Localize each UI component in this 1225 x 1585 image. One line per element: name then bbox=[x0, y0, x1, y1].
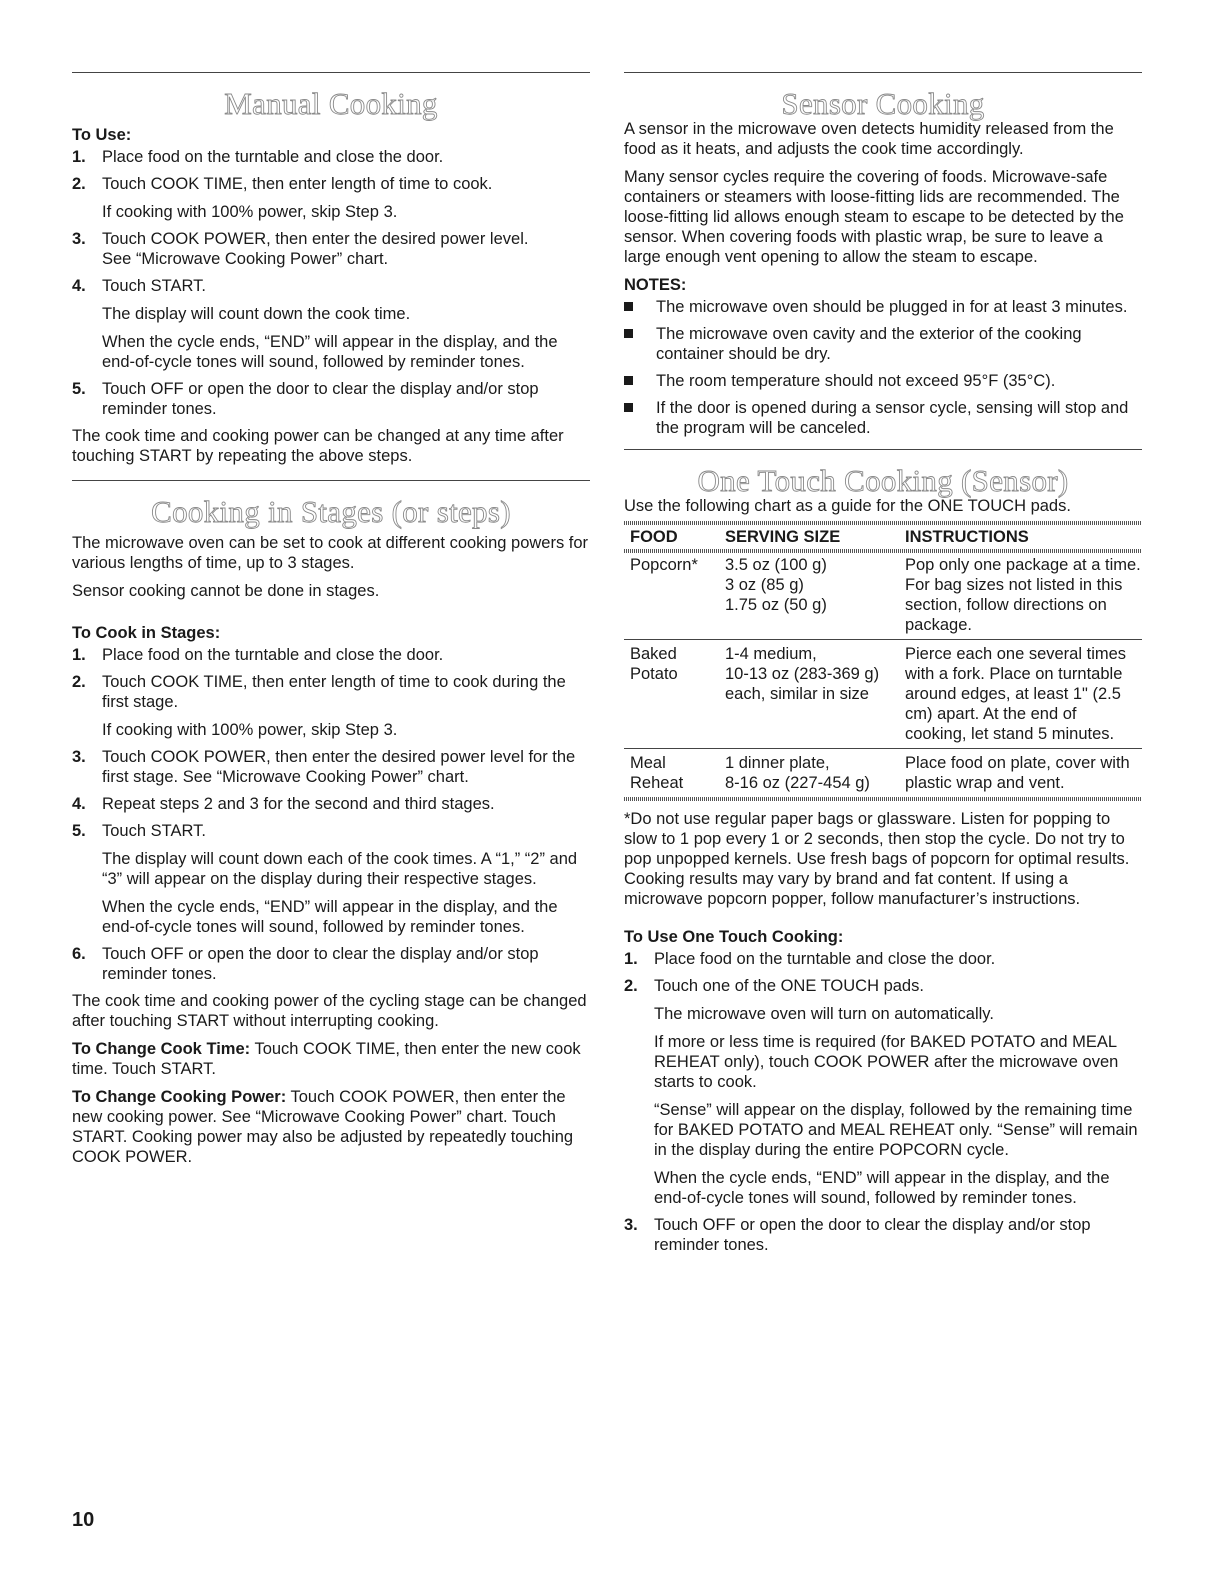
bullet-icon bbox=[624, 376, 633, 385]
list-item bbox=[624, 324, 1142, 364]
list-item bbox=[624, 398, 1142, 438]
list-item bbox=[72, 944, 590, 984]
list-item bbox=[624, 1215, 1142, 1255]
step-number: 1. bbox=[72, 646, 86, 664]
step-text: Touch one of the ONE TOUCH pads. bbox=[654, 977, 924, 995]
step-text: Touch COOK POWER, then enter the desired power level. bbox=[102, 230, 529, 248]
change-cooking-power bbox=[72, 1087, 590, 1167]
step-note: The microwave oven will turn on automatically. bbox=[654, 1005, 994, 1023]
change-cook-time bbox=[72, 1039, 590, 1079]
list-item bbox=[72, 147, 590, 167]
step-text: Touch COOK TIME, then enter length of time to cook during the first stage. bbox=[102, 673, 566, 711]
step-number: 3. bbox=[72, 230, 86, 248]
sensor-covering: Many sensor cycles require the covering of foods. Microwave-safe containers or steamers with loose-fitting lids are recommended. The loose-fitting lid allows enough steam to escape to be detected by the sensor. When covering foods with plastic wrap, be sure to leave a large enough vent opening to allow the steam to escape. bbox=[624, 168, 1124, 266]
column-header-food: FOOD bbox=[630, 528, 678, 546]
step-number: 5. bbox=[72, 822, 86, 840]
popcorn-footnote: *Do not use regular paper bags or glassware. Listen for popping to slow to 1 pop every 1 or 2 seconds, then stop the cycle. Do not try to pop unpopped kernels. Use fresh bags of popcorn for optimal results. Cooking results may vary by brand and fat content. If using a microwave popcorn popper, follow manufacturer’s instructions. bbox=[624, 810, 1130, 908]
change-cook-time-text: Touch COOK TIME, then enter the new cook time. Touch START. bbox=[72, 1040, 581, 1078]
step-text: Touch OFF or open the door to clear the display and/or stop reminder tones. bbox=[102, 945, 539, 983]
change-cooking-power-text: Touch COOK POWER, then enter the new cooking power. See “Microwave Cooking Power” chart. Touch START. Cooking power may also be adjusted by repeatedly touching COOK POWER. bbox=[72, 1088, 574, 1166]
step-text: Place food on the turntable and close the door. bbox=[102, 646, 444, 664]
step-number: 2. bbox=[72, 673, 86, 691]
step-number: 3. bbox=[624, 1216, 638, 1234]
list-item bbox=[624, 949, 1142, 969]
note-text: The room temperature should not exceed 95°F (35°C). bbox=[656, 372, 1056, 390]
note-text: If the door is opened during a sensor cycle, sensing will stop and the program will be canceled. bbox=[656, 399, 1129, 437]
bullet-icon bbox=[624, 302, 633, 311]
bullet-icon bbox=[624, 329, 633, 338]
list-item bbox=[72, 672, 590, 740]
step-text: Touch OFF or open the door to clear the display and/or stop reminder tones. bbox=[654, 1216, 1091, 1254]
step-text: Touch COOK POWER, then enter the desired power level for the first stage. See “Microwave Cooking Power” chart. bbox=[102, 748, 576, 786]
page-number: 10 bbox=[72, 1509, 95, 1531]
step-text: Touch START. bbox=[102, 277, 206, 295]
list-item bbox=[624, 297, 1142, 317]
step-number: 2. bbox=[72, 175, 86, 193]
step-note: If cooking with 100% power, skip Step 3. bbox=[102, 721, 398, 739]
list-item bbox=[72, 379, 590, 419]
list-item bbox=[624, 976, 1142, 1208]
list-item bbox=[624, 371, 1142, 391]
note-text: The microwave oven cavity and the exterior of the cooking container should be dry. bbox=[656, 325, 1082, 363]
list-item bbox=[72, 747, 590, 787]
change-cooking-power-label: To Change Cooking Power: bbox=[72, 1088, 287, 1106]
list-item bbox=[72, 174, 590, 222]
step-text: Place food on the turntable and close the door. bbox=[102, 148, 444, 166]
instructions-cell: Pierce each one several times with a fork. Place on turntable around edges, at least 1" (2.5 cm) apart. At the end of cooking, let stand 5 minutes. bbox=[899, 640, 1142, 749]
step-note: The display will count down the cook time. bbox=[102, 305, 411, 323]
bullet-icon bbox=[624, 403, 633, 412]
table-row bbox=[624, 749, 1142, 798]
step-number: 1. bbox=[624, 950, 638, 968]
step-note: If more or less time is required (for BAKED POTATO and MEAL REHEAT only), touch COOK POWER after the microwave oven starts to cook. bbox=[654, 1033, 1119, 1091]
serving-size-cell: 1 dinner plate, 8-16 oz (227-454 g) bbox=[719, 749, 899, 798]
right-column bbox=[624, 0, 1142, 1262]
step-note: If cooking with 100% power, skip Step 3. bbox=[102, 203, 398, 221]
instructions-cell: Place food on plate, cover with plastic wrap and vent. bbox=[899, 749, 1142, 798]
stages-intro-2: Sensor cooking cannot be done in stages. bbox=[72, 582, 380, 600]
table-row bbox=[624, 553, 1142, 640]
list-item bbox=[72, 794, 590, 814]
serving-size-cell: 1-4 medium, 10-13 oz (283-369 g) each, similar in size bbox=[719, 640, 899, 749]
cooking-in-stages-title: Cooking in Stages (or steps) bbox=[151, 494, 511, 529]
stages-intro: The microwave oven can be set to cook at different cooking powers for various lengths of time, up to 3 stages. bbox=[72, 534, 589, 572]
to-use-heading: To Use: bbox=[72, 126, 132, 144]
food-cell: Meal Reheat bbox=[624, 749, 719, 798]
list-item bbox=[72, 276, 590, 372]
manual-cooking-title: Manual Cooking bbox=[224, 86, 438, 121]
stages-steps bbox=[72, 645, 590, 984]
step-number: 5. bbox=[72, 380, 86, 398]
list-item bbox=[72, 821, 590, 937]
step-number: 4. bbox=[72, 277, 86, 295]
step-note: When the cycle ends, “END” will appear in the display, and the end-of-cycle tones will sound, followed by reminder tones. bbox=[102, 898, 558, 936]
list-item bbox=[72, 229, 590, 269]
sensor-intro: A sensor in the microwave oven detects humidity released from the food as it heats, and adjusts the cook time accordingly. bbox=[624, 120, 1114, 158]
column-header-serving-size: SERVING SIZE bbox=[725, 528, 841, 546]
step-text: Place food on the turntable and close the door. bbox=[654, 950, 996, 968]
step-text: Repeat steps 2 and 3 for the second and third stages. bbox=[102, 795, 495, 813]
step-text: See “Microwave Cooking Power” chart. bbox=[102, 250, 389, 268]
stages-closing: The cook time and cooking power of the cycling stage can be changed after touching START without interrupting cooking. bbox=[72, 992, 587, 1030]
step-number: 2. bbox=[624, 977, 638, 995]
step-number: 3. bbox=[72, 748, 86, 766]
sensor-notes bbox=[624, 297, 1142, 438]
step-number: 4. bbox=[72, 795, 86, 813]
table-row bbox=[624, 640, 1142, 749]
notes-heading: NOTES: bbox=[624, 276, 687, 294]
step-note: When the cycle ends, “END” will appear in the display, and the end-of-cycle tones will sound, followed by reminder tones. bbox=[654, 1169, 1110, 1207]
step-note: When the cycle ends, “END” will appear in the display, and the end-of-cycle tones will sound, followed by reminder tones. bbox=[102, 333, 558, 371]
list-item bbox=[72, 645, 590, 665]
to-cook-in-stages-heading: To Cook in Stages: bbox=[72, 624, 221, 642]
step-number: 6. bbox=[72, 945, 86, 963]
sensor-cooking-title: Sensor Cooking bbox=[781, 86, 985, 121]
step-note: The display will count down each of the cook times. A “1,” “2” and “3” will appear on the display during their respective stages. bbox=[102, 850, 578, 888]
one-touch-table bbox=[624, 525, 1142, 797]
one-touch-steps bbox=[624, 949, 1142, 1255]
step-number: 1. bbox=[72, 148, 86, 166]
step-note: “Sense” will appear on the display, followed by the remaining time for BAKED POTATO and MEAL REHEAT only. “Sense” will remain in the display during the entire POPCORN cycle. bbox=[654, 1101, 1138, 1159]
change-cook-time-label: To Change Cook Time: bbox=[72, 1040, 251, 1058]
one-touch-title: One Touch Cooking (Sensor) bbox=[697, 463, 1069, 498]
step-text: Touch OFF or open the door to clear the display and/or stop reminder tones. bbox=[102, 380, 539, 418]
step-text: Touch COOK TIME, then enter length of time to cook. bbox=[102, 175, 493, 193]
food-cell: Baked Potato bbox=[624, 640, 719, 749]
manual-closing: The cook time and cooking power can be changed at any time after touching START by repeating the above steps. bbox=[72, 427, 564, 465]
food-cell: Popcorn* bbox=[630, 556, 698, 574]
step-text: Touch START. bbox=[102, 822, 206, 840]
table-bottom-rule bbox=[624, 797, 1142, 801]
one-touch-intro: Use the following chart as a guide for the ONE TOUCH pads. bbox=[624, 497, 1071, 515]
serving-size-cell: 3.5 oz (100 g) 3 oz (85 g) 1.75 oz (50 g) bbox=[725, 556, 827, 614]
to-use-one-touch-heading: To Use One Touch Cooking: bbox=[624, 928, 844, 946]
column-header-instructions: INSTRUCTIONS bbox=[905, 528, 1029, 546]
left-column bbox=[72, 0, 590, 1175]
manual-steps bbox=[72, 147, 590, 419]
instructions-cell: Pop only one package at a time. For bag sizes not listed in this section, follow directions on package. bbox=[905, 556, 1141, 634]
note-text: The microwave oven should be plugged in for at least 3 minutes. bbox=[656, 298, 1128, 316]
